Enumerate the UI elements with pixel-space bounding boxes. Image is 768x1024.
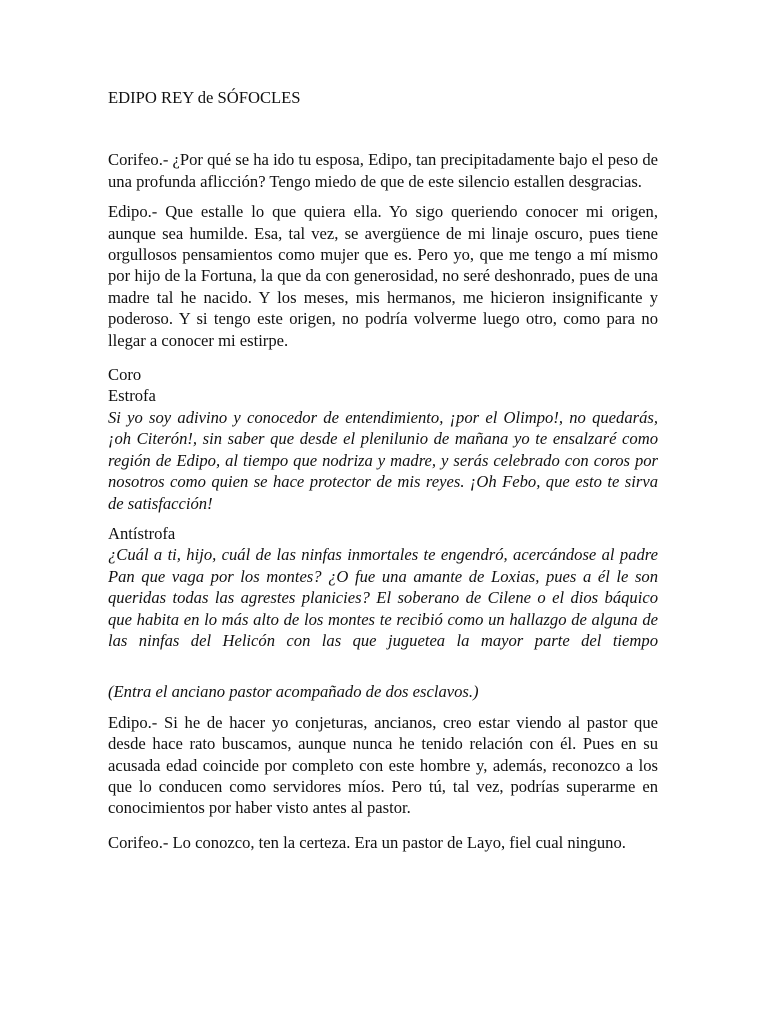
- estrofa-text: Si yo soy adivino y conocedor de entendimiento, ¡por el Olimpo!, no quedarás, ¡oh Citerón!, sin saber que desde el plenilunio de mañana yo te ensalzaré como región de Edipo, al tiempo que nodriza y madre, y serás celebrado con coros por nosotros como quien se hace protector de mis reyes. ¡Oh Febo, que esto te sirva de satisfacción!: [108, 407, 658, 513]
- blank-line: [108, 660, 658, 681]
- paragraph-text: ¿Por qué se ha ido tu esposa, Edipo, tan precipitadamente bajo el peso de una profunda aflicción? Tengo miedo de que de este silencio estallen desgracias.: [108, 150, 658, 191]
- paragraph-corifeo-2: [108, 832, 658, 853]
- paragraph-edipo-2: [108, 712, 658, 819]
- coro-estrofa-block: [108, 364, 658, 514]
- document-page: [108, 87, 658, 862]
- speaker-label: Corifeo.-: [108, 832, 169, 852]
- paragraph-text: Que estalle lo que quiera ella. Yo sigo queriendo conocer mi origen, aunque sea humilde. Esa, tal vez, se avergüence de mi linaje oscuro, pues tiene orgullosos pensamientos como mujer que es. Pero yo, que me tengo a mí mismo por hijo de la Fortuna, la que da con generosidad, no seré deshonrado, pues de una madre tal he nacido. Y los meses, mis hermanos, me hicieron insignificante y poderoso. Y si tengo este origen, no podría volverme luego otro, como para no llegar a conocer mi estirpe.: [108, 202, 658, 350]
- antistrofa-text: ¿Cuál a ti, hijo, cuál de las ninfas inmortales te engendró, acercándose al padre Pan que vaga por los montes? ¿O fue una amante de Loxias, pues a él le son queridas todas las agrestes planicies? El soberano de Cilene o el dios báquico que habita en lo más alto de los montes te recibió como un hallazgo de alguna de las ninfas del Helicón con las que juguetea la mayor parte del tiempo: [108, 545, 658, 650]
- estrofa-label: Estrofa: [108, 386, 156, 406]
- paragraph-edipo-1: [108, 201, 658, 351]
- stage-direction: (Entra el anciano pastor acompañado de dos esclavos.): [108, 682, 479, 702]
- antistrofa-label: Antístrofa: [108, 523, 176, 543]
- speaker-label: Edipo.-: [108, 712, 158, 732]
- speaker-label: Corifeo.-: [108, 150, 169, 170]
- paragraph-text: Lo conozco, ten la certeza. Era un pastor de Layo, fiel cual ninguno.: [168, 832, 626, 852]
- paragraph-corifeo-1: [108, 149, 658, 192]
- coro-label: Coro: [108, 365, 142, 385]
- document-title: EDIPO REY de SÓFOCLES: [108, 88, 301, 107]
- paragraph-text: Si he de hacer yo conjeturas, ancianos, creo estar viendo al pastor que desde hace rato buscamos, aunque nunca he tenido relación con él. Pues en su acusada edad coincide por completo con este hombre y, además, reconozco a los que lo conducen como servidores míos. Pero tú, tal vez, podrías superarme en conocimientos por haber visto antes al pastor.: [108, 712, 658, 818]
- speaker-label: Edipo.-: [108, 202, 158, 222]
- antistrofa-block: [108, 523, 658, 651]
